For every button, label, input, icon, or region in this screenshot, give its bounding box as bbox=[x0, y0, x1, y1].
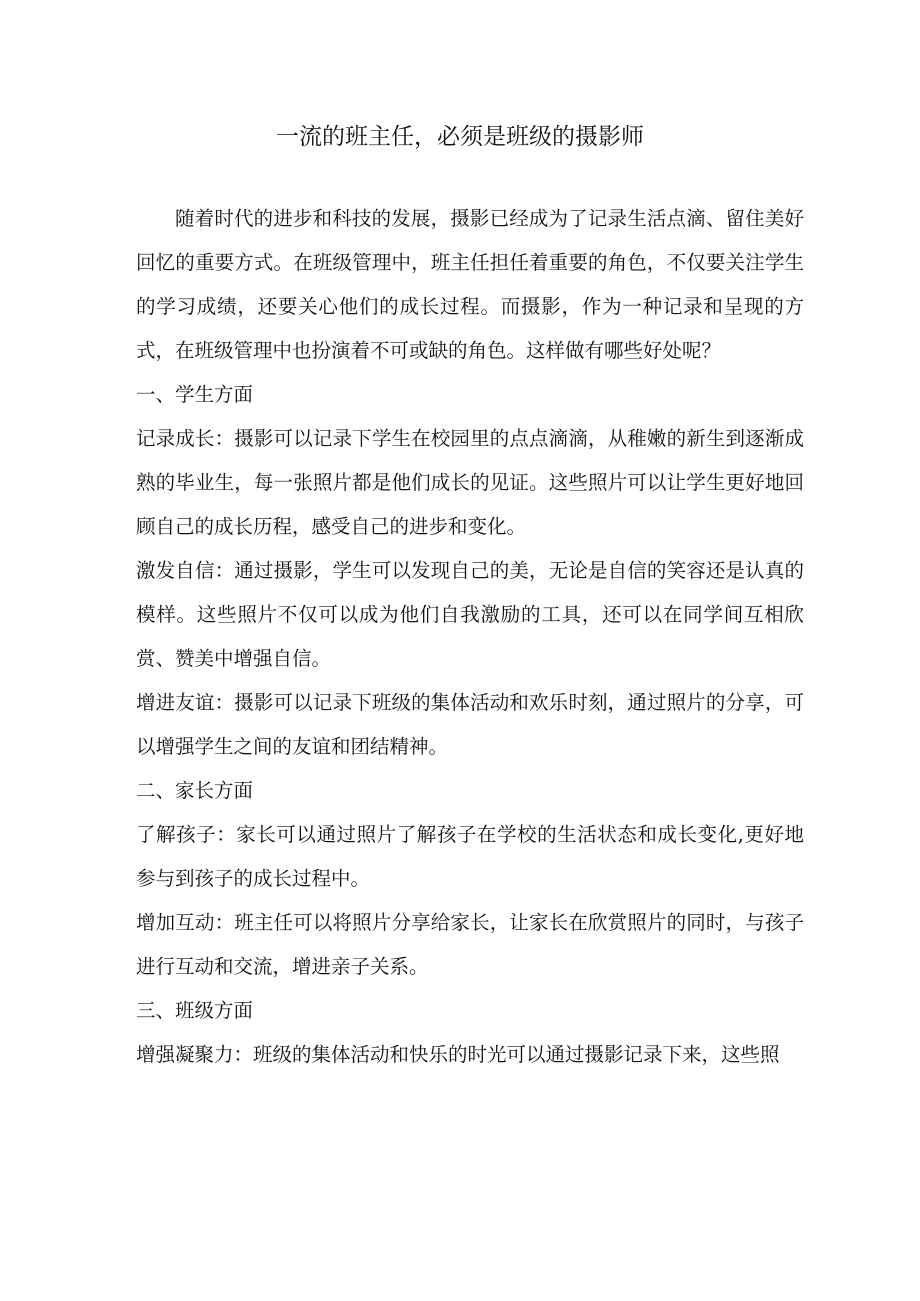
paragraph-inspire-confidence: 激发自信：通过摄影，学生可以发现自己的美，无论是自信的笑容还是认真的模样。这些照片不仅可以成为他们自我激励的工具，还可以在同学间互相欣赏、赞美中增强自信。 bbox=[136, 559, 804, 670]
intro-paragraph: 随着时代的进步和科技的发展，摄影已经成为了记录生活点滴、留住美好回忆的重要方式。在班级管理中，班主任担任着重要的角色，不仅要关注学生的学习成绩，还要关心他们的成长过程。而摄影，作为一种记录和呈现的方式，在班级管理中也扮演着不可或缺的角色。这样做有哪些好处呢？ bbox=[136, 207, 804, 362]
document-body bbox=[136, 197, 804, 1077]
document-title: 一流的班主任，必须是班级的摄影师 bbox=[276, 124, 644, 150]
paragraph-interaction: 增加互动：班主任可以将照片分享给家长，让家长在欣赏照片的同时，与孩子进行互动和交流，增进亲子关系。 bbox=[136, 911, 804, 978]
section-heading-students: 一、学生方面 bbox=[136, 383, 254, 406]
paragraph-friendship: 增进友谊：摄影可以记录下班级的集体活动和欢乐时刻，通过照片的分享，可以增强学生之间的友谊和团结精神。 bbox=[136, 691, 804, 758]
section-heading-class: 三、班级方面 bbox=[136, 999, 254, 1022]
section-heading-parents: 二、家长方面 bbox=[136, 779, 254, 802]
paragraph-cohesion: 增强凝聚力：班级的集体活动和快乐的时光可以通过摄影记录下来，这些照 bbox=[136, 1043, 780, 1066]
paragraph-know-children: 了解孩子：家长可以通过照片了解孩子在学校的生活状态和成长变化,更好地参与到孩子的成长过程中。 bbox=[136, 823, 804, 890]
paragraph-record-growth: 记录成长：摄影可以记录下学生在校园里的点点滴滴，从稚嫩的新生到逐渐成熟的毕业生，每一张照片都是他们成长的见证。这些照片可以让学生更好地回顾自己的成长历程，感受自己的进步和变化。 bbox=[136, 427, 804, 538]
